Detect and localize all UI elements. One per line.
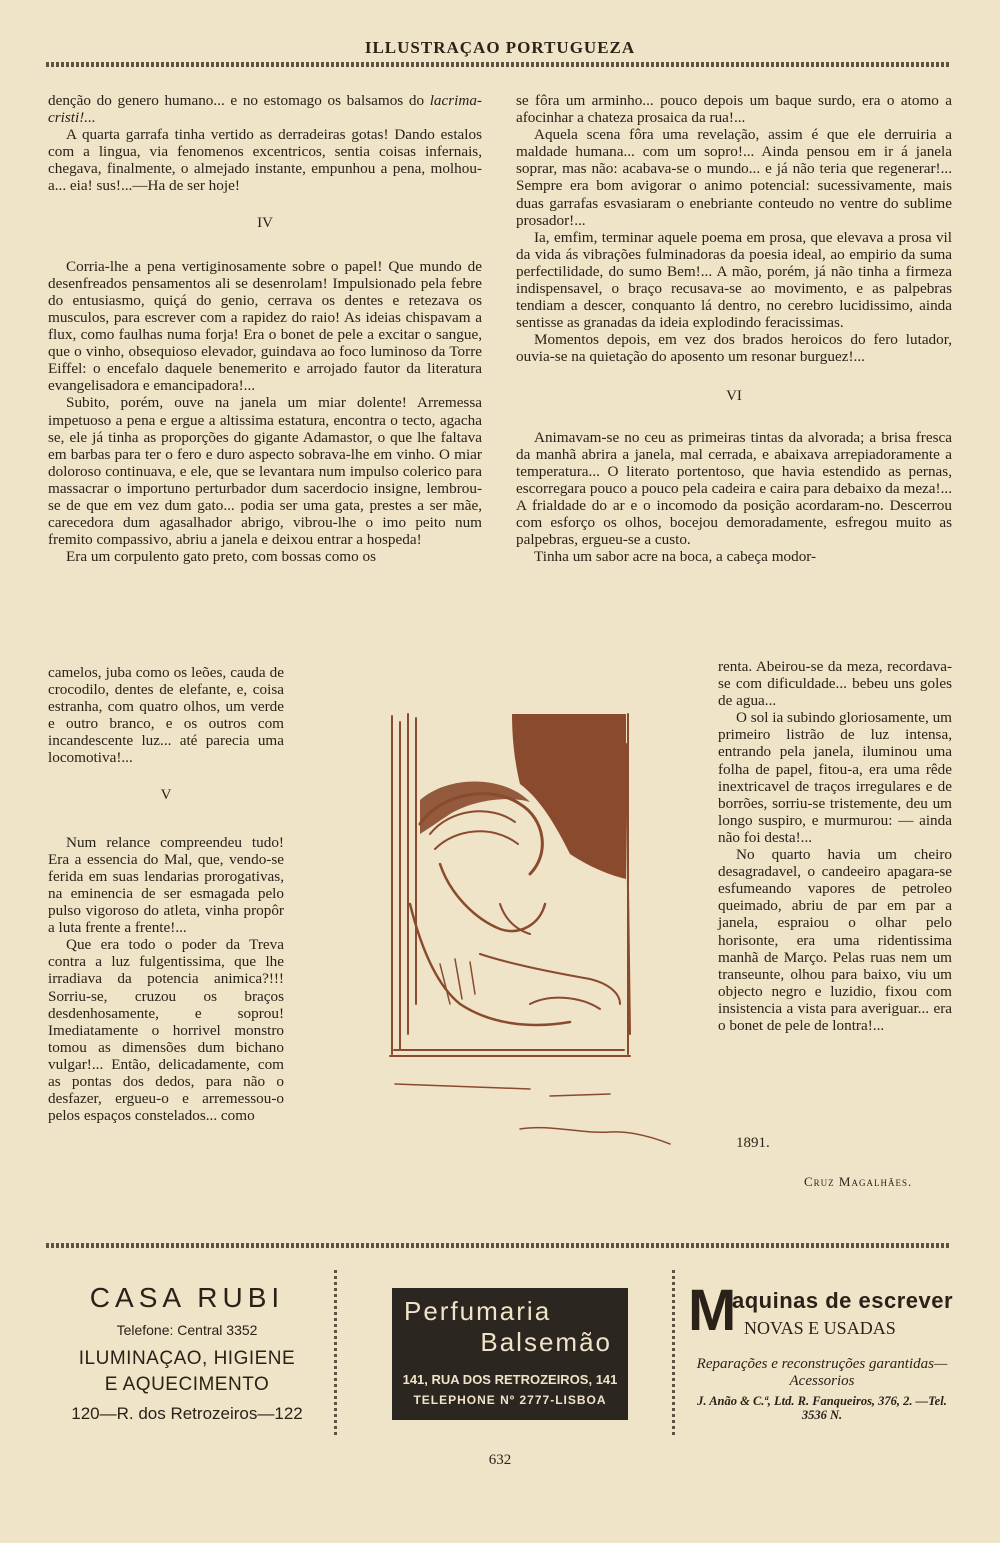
ad-maquinas-escrever: [688, 1278, 956, 1422]
section-heading-v: V: [160, 786, 172, 803]
author-signature: Cruz Magalhães.: [804, 1174, 913, 1189]
ad-perfumaria-line2: Balsemão: [480, 1327, 612, 1357]
paragraph: O sol ia subindo gloriosamente, um primeiro listrão de luz intensa, entrando pela janela, iluminou uma folha de papel, fitou-a, era uma rêde inextricavel de traços irregulares e de borrões, sorriu-se tristemente, deu um longo suspiro, e murmurou: — ainda não foi desta!...: [718, 709, 952, 846]
paragraph: Era um corpulento gato preto, com bossas como os: [66, 548, 377, 566]
left-text-column: [48, 92, 482, 565]
right-narrow-column: [718, 658, 952, 1034]
left-narrow-column: [48, 664, 284, 1124]
paragraph: [48, 92, 482, 126]
paragraph: Subito, porém, ouve na janela um miar dolente! Arremessa impetuoso a pena e ergue a altissima estatura, encontra o tecto, agacha se, ele já tinha as proporções do gigante Adamastor, o que lhe faltava em barbas para ter o fero e duro aspecto sobrava-lhe em vinho. O miar doloroso continuava, e ele, que se levantara num impulso colerico para massacrar o importuno perturbador dum sacerdocio insigne, lembrou-se de que em vez dum gato... podia ser uma gata, prestes a ser mãe, carecedora dum agasalhador abrigo, vibrou-lhe o imo peito num fremito compassivo, abriu a janela e deixou entrar a hospeda!: [48, 394, 482, 549]
page-header-title: ILLUSTRAÇAO PORTUGUEZA: [364, 38, 636, 57]
section-heading-iv: IV: [257, 214, 273, 231]
ad-maquinas-initial: M: [688, 1278, 737, 1343]
paragraph: Tinha um sabor acre na boca, a cabeça modor-: [534, 548, 817, 566]
ad-maquinas-heading: [688, 1278, 956, 1348]
ad-maquinas-subtitle: NOVAS E USADAS: [744, 1318, 896, 1338]
ad-perfumaria-phone: TELEPHONE Nº 2777-LISBOA: [413, 1393, 607, 1407]
ad-casa-rubi-phone: Telefone: Central 3352: [116, 1322, 258, 1338]
ad-perfumaria-line1: Perfumaria: [404, 1296, 552, 1326]
paragraph: Momentos depois, em vez dos brados heroicos do fero lutador, ouvia-se na quietação do aposento um resonar burguez!...: [516, 331, 952, 366]
paragraph: Num relance compreendeu tudo! Era a essencia do Mal, que, vendo-se ferida em suas lendarias prorogativas, na eminencia de ser esmagada pelo pulso vigoroso do atleta, vinha propôr a luta frente a frente!...: [48, 833, 284, 937]
paragraph: A quarta garrafa tinha vertido as derradeiras gotas! Dando estalos com a lingua, via fenomenos excentricos, sentia coisas infernais, chegava, finalmente, o almejado instante, empunhou a pena, molhou-a... eia! sus!...—Ha de ser hoje!: [48, 126, 482, 195]
right-text-column: [516, 92, 952, 565]
ad-perfumaria-address: 141, RUA DOS RETROZEIROS, 141: [402, 1372, 618, 1387]
ad-casa-rubi: [52, 1282, 322, 1424]
ad-maquinas-desc: Reparações e reconstruções garantidas—Acessorios: [696, 1356, 948, 1389]
paragraph-text: denção do genero humano... e no estomago os balsamos do: [48, 92, 430, 109]
ad-casa-rubi-address: 120—R. dos Retrozeiros—122: [71, 1404, 303, 1423]
header-rule: [46, 62, 950, 67]
paragraph: Corria-lhe a pena vertiginosamente sobre o papel! Que mundo de desenfreados pensamentos ali se desenrolam! Impulsionado pela febre do entusiasmo, quiçá do genio, cerrava os dentes e retezava os musculos, para escrever com a rapidez do raio! As ideias chispavam a flux, como faulhas numa forja! Era o bonet de pele a excitar o sangue, que o vinho, obsequioso elevador, guindava ao foco luminoso da Torre Eiffel: o encefalo daquele benemerito e arrojado fautor da literatura evangelisadora e emancipadora!...: [48, 257, 482, 395]
paragraph: Ia, emfim, terminar aquele poema em prosa, que elevava a prosa vil da vida ás vibrações fulminadoras da poesia ideal, ao empirio da suma perfectilidade, do sumo Bem!... A mão, porém, já não tinha a firmeza indispensavel, o braço recusava-se ao movimento, e as palpebras tendiam a descer, conquanto lá dentro, no cerebro lucidissimo, ainda sentisse as granadas da ideia explodindo feracissimas.: [516, 228, 952, 332]
paragraph: No quarto havia um cheiro desagradavel, o candeeiro apagara-se esfumeando vapores de petroleo queimado, abriu de par em par a janela, espraiou o olhar pelo horisonte, era uma ridentissima manhã de Março. Pelas ruas nem um transeunte, olhou para baixo, viu um objecto negro e luzidio, fixou com insistencia a vista para averiguar... era o bonet de pele de lontra!...: [718, 846, 952, 1034]
paragraph: renta. Abeirou-se da meza, recordava-se com dificuldade... bebeu uns goles de agua...: [718, 658, 952, 710]
ad-separator: [672, 1270, 675, 1438]
ad-maquinas-title: aquinas de escrever: [732, 1288, 954, 1313]
ad-casa-rubi-name: CASA RUBI: [89, 1282, 285, 1313]
paragraph: Aquela scena fôra uma revelação, assim é que ele derruiria a maldade humana... com um sopro!... Ainda pensou em ir á janela soprar, mas não: acabava-se o mundo... e já não teria que regenerar!... Sempre era bom avigorar o animo potencial: sucessivamente, mais duas garrafas esvasiaram o enebriante conteudo no ventre do sublime prosador!...: [516, 126, 952, 229]
writer-illustration: [380, 704, 710, 1174]
story-date: 1891.: [736, 1135, 770, 1151]
section-heading-vi: VI: [726, 387, 742, 404]
paragraph: Que era todo o poder da Treva contra a luz fulgentissima, que lhe irradiava da potencia animica?!!! Sorriu-se, cruzou os braços desdenhosamente, e soprou! Imediatamente o horrivel monstro tomou as dimensões dum bichano vulgar!... Então, delicadamente, com as pontas dos dedos, para não o desfazer, ergueu-o e arremessou-o pelos espaços constelados... como: [48, 936, 284, 1125]
page-number: 632: [488, 1452, 512, 1468]
footer-rule: [46, 1243, 950, 1248]
ad-maquinas-address: J. Anão & C.ª, Ltd. R. Fanqueiros, 376, 2. —Tel. 3536 N.: [697, 1394, 947, 1422]
paragraph: se fôra um arminho... pouco depois um baque surdo, era o atomo a afocinhar a chateza prosaica da rua!...: [516, 92, 952, 127]
paragraph: Animavam-se no ceu as primeiras tintas da alvorada; a brisa fresca da manhã abrira a janela, mal cerrada, e abaixava arrepiadoramente a temperatura... O literato portentoso, que havia estendido as pernas, escorregara pouco a pouco pela cadeira e caira para debaixo da meza!... A frialdade do ar e o incomodo da posição acordaram-no. Descerrou com esforço os olhos, bocejou demoradamente, esfregou muito as palpebras, ergueu-se a custo.: [516, 428, 952, 549]
paragraph: camelos, juba como os leões, cauda de crocodilo, dentes de elefante, e, coisa estranha, com quatro olhos, um verde e outro branco, e os outros com incandescente luz... até parecia uma locomotiva!...: [48, 664, 284, 767]
ad-casa-rubi-line1: ILUMINAÇAO, HIGIENE: [78, 1348, 296, 1369]
ad-perfumaria-balsemao: [392, 1288, 628, 1420]
ad-casa-rubi-line2: E AQUECIMENTO: [104, 1374, 270, 1395]
ad-separator: [334, 1270, 337, 1438]
italic-phrase: lacrima-cristi!...: [48, 92, 482, 127]
